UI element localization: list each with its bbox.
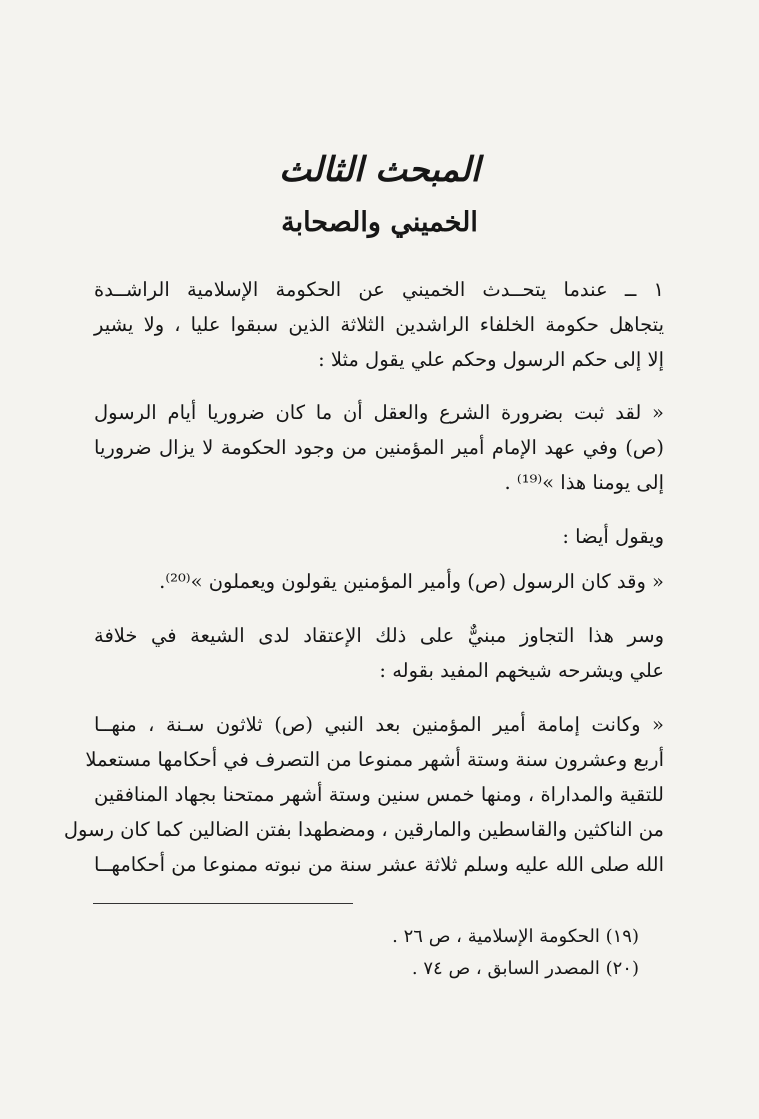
chapter-title: المبحث الثالث [278,150,481,190]
quote-3-line-4: من الناكثين والقاسطين والمارقين ، ومضطهدا بفتن الضالين كما كان رسول [63,818,664,841]
paragraph-1-line-3: إلا إلى حكم الرسول وحكم علي يقول مثلا : [318,348,664,371]
paragraph-1-line-1: ١ ــ عندما يتحــدث الخميني عن الحكومة الإسلامية الراشــدة [94,278,664,301]
footnote-19: (١٩) الحكومة الإسلامية ، ص ٢٦ . [392,926,639,947]
quote-3-line-3: للتقية والمداراة ، ومنها خمس سنين وستة أشهر ممتحنا بجهاد المنافقين [94,783,664,806]
paragraph-2-line-1: ويقول أيضا : [562,525,664,548]
footnote-20: (٢٠) المصدر السابق ، ص ٧٤ . [411,958,639,979]
paragraph-1-line-2: يتجاهل حكومة الخلفاء الراشدين الثلاثة الذين سبقوا عليا ، ولا يشير [94,313,664,336]
quote-3-line-1: « وكانت إمامة أمير المؤمنين بعد النبي (ص) ثلاثون سـنة ، منهــا [94,713,664,736]
paragraph-3-line-2: علي ويشرحه شيخهم المفيد بقوله : [379,659,664,682]
paragraph-3-line-1: وسر هذا التجاوز مبنيٌّ على ذلك الإعتقاد لدى الشيعة في خلافة [94,624,664,647]
footnote-divider [93,903,353,904]
section-title: الخميني والصحابة [281,207,478,238]
quote-3-line-2: أربع وعشرون سنة وستة أشهر ممنوعا من التصرف في أحكامها مستعملا [85,748,664,771]
quote-1-line-3: إلى يومنا هذا »⁽¹⁹⁾ . [504,471,664,494]
quote-2-line-1: « وقد كان الرسول (ص) وأمير المؤمنين يقولون ويعملون »⁽²⁰⁾. [159,570,664,593]
quote-1-line-1: « لقد ثبت بضرورة الشرع والعقل أن ما كان ضروريا أيام الرسول [94,401,664,424]
quote-3-line-5: الله صلى الله عليه وسلم ثلاثة عشر سنة من نبوته ممنوعا من أحكامهــا [94,853,664,876]
quote-1-line-2: (ص) وفي عهد الإمام أمير المؤمنين من وجود الحكومة لا يزال ضروريا [94,436,664,459]
